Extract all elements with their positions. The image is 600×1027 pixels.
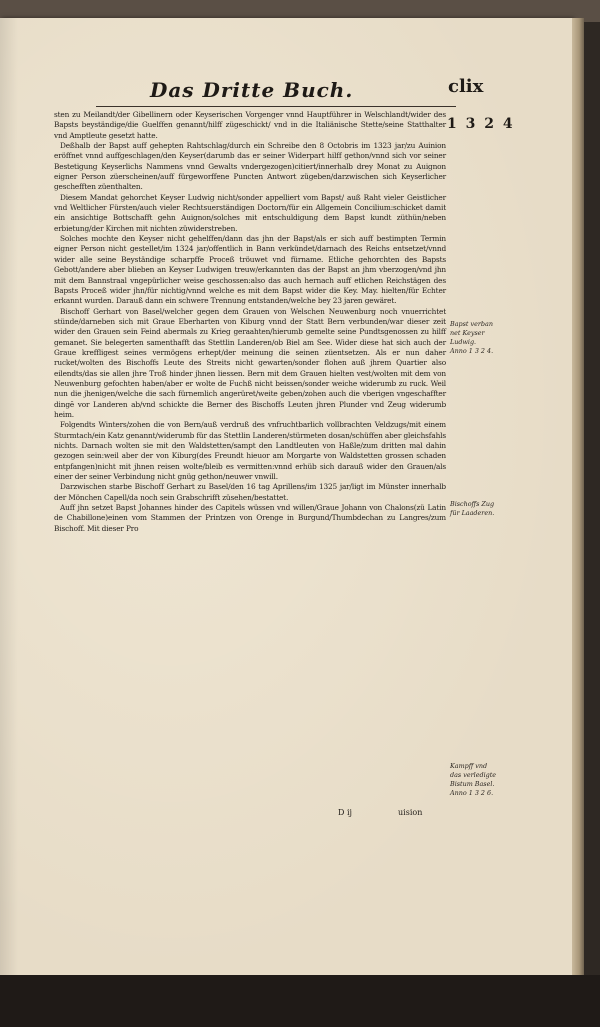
running-title: Das Dritte Buch. xyxy=(150,78,354,102)
margin-note-line: Anno 1 3 2 6. xyxy=(450,789,494,797)
paragraph: Darzwischen starbe Bischoff Gerhart zu Basel/den 16 tag Aprillens/im 1325 jar/ligt im Münster innerhalb der Mönchen Capell/da noch sein Grabschrifft züsehen/bestattet. xyxy=(54,482,446,502)
folio-number: clix xyxy=(448,76,484,97)
margin-note-line: Kampff vnd xyxy=(450,762,488,770)
paragraph: Auff jhn setzet Bapst Johannes hinder des Capitels wüssen vnd willen/Graue Johann von Chalons(zü Latin de Chabillone)einen vom Stammen der Printzen von Orenge in Burgund/Thumbdechan zu Langres/zum Bischoff. Mit dieser Pro xyxy=(54,503,446,533)
page-header xyxy=(96,78,536,112)
margin-note-line: das verledigte xyxy=(450,771,497,779)
margin-note-line: net Keyser xyxy=(450,329,485,337)
paragraph: Bischoff Gerhart von Basel/welcher gegen dem Grauen von Welschen Neuwenburg noch vnuerrichtet stünde/darneben sich mit Graue Eberharten von Kiburg vnnd der Statt Bern verbunden/war dieser zeit wider den Grauen sein Feind abermals zu Krieg geraahten/hierumb gemelte seine Pundtsgenossen zu hilff gemanet. Sie belegerten samenthafft das Stettlin Landeren/ob Biel am See. Wider diese hat sich auch der Graue kreffligest seines vermögens erhept/der meinung die seinen züentsetzen. Als er nun daher rucket/wolten des Bischoffs Leute des Streits nicht gewarten/sonder flohen auß jhrem Quartier also eilendts/das sie allen jhre Troß hinder jhnen liessen. Bern mit dem Grauen hielten vest/wolten mit dem von Neuwenburg gefochten haben/aber er wolte de Fuchß nicht beissen/sonder weiche widerumb zu ruck. Weil nun die jhenigen/welche die sach fürnemlich angerüret/weite geben/zohen auch die vberigen vngeschaffter dingē vor Landeren ab/vnd schickte die Berner des Bischoffs Leuten jhren Plunder vnd Zeug widerumb heim. xyxy=(54,306,446,419)
body-text xyxy=(54,110,446,534)
margin-note-line: Bistum Basel. xyxy=(450,780,495,788)
margin-note xyxy=(450,500,540,518)
paragraph: Solches mochte den Keyser nicht gehelffen/dann das jhn der Bapst/als er sich auff bestimpten Termin eigner Person nicht gestellet/im 1324 jar/offentlich in Bann verkündet/darnach des Reichs entsetzet/vnnd wider alle seine Beyständige scharpffe Proceß tröuwet vnd fürname. Etliche gehorchten des Bapsts Gebott/andere aber blieben an Keyser Ludwigen treuw/erkannten das der Bapst an jhm vberzogen/vnd jhn mit dem Bannstraal vngepürlicher weise geschossen:also das auch hernach auff etlichen Reichstägen des Bapsts Proceß wider jhn/für nichtig/vnnd welche es mit dem Bapst wider die Key. May. hielten/für Echter erkannt wurden. Darauß dann ein schwere Trennung entstanden/welche bey 23 jaren gewäret. xyxy=(54,234,446,306)
margin-year: 1 3 2 4 xyxy=(447,116,515,132)
header-rule xyxy=(96,106,456,107)
paragraph: Diesem Mandat gehorchet Keyser Ludwig nicht/sonder appelliert vom Bapst/ auß Raht vieler Geistlicher vnd Weltlicher Fürsten/auch vieler Rechtsuerständigen Doctorn/für ein Allgemein Concilium:schicket damit ein ansichtige Bottschafft gehn Auignon/solches mit entschuldigung dem Bapst kundt züthün/neben erbietung/der Kirchen mit nichten züwiderstreben. xyxy=(54,192,446,233)
scan-bottom-band xyxy=(0,975,600,1027)
margin-note-line: Bischoffs Zug xyxy=(450,500,495,508)
catchword: uision xyxy=(398,808,423,817)
margin-note-line: Bapst verban xyxy=(450,320,493,328)
signature-mark: D ij xyxy=(338,808,352,817)
paragraph: Deßhalb der Bapst auff gehepten Rahtschlag/durch ein Schreibe den 8 Octobris im 1323 jar/zu Auinion eröffnet vnnd auffgeschlagen/den Keyser(darumb das er seiner Widerpart hilff gethon/vnnd sich vor seiner Bestetigung Keyserlichs Nammens vnnd Gewalts vndergezogen)citiert/innerhalb drey Monat zu Auignon eigner Person züerscheinen/auff fürgeworffene Puncten Antwort zügeben/darzwischen sich Keyserlicher geschefften züenthalten. xyxy=(54,141,446,192)
margin-note xyxy=(450,320,540,356)
page-edge xyxy=(572,18,584,993)
paragraph: sten zu Meilandt/der Gibellinern oder Keyserischen Vorgenger vnnd Hauptführer in Welschlandt/wider des Bapsts beyständige/die Guelffen genannt/hilff zügeschickt/ vnd in die Italiänische Stette/seine Statthalter vnd Amptleute gesetzt hatte. xyxy=(54,110,446,140)
margin-note-line: für Laaderen. xyxy=(450,509,495,517)
margin-note xyxy=(450,762,540,798)
margin-note-line: Ludwig. xyxy=(450,338,477,346)
paragraph: Folgendts Winters/zohen die von Bern/auß verdruß des vnfruchtbarlich vollbrachten Veldzugs/mit einem Sturmtach/ein Katz genannt/widerumb für das Stettlin Landeren/stürmeten dosan/schüffen aber gleichsfahls nichts. Darnach wolten sie mit den Waldstetten/sampt den Landtleuten von Haßle/zum dritten mal dahin gezogen sein:weil aber der von Kiburg(des Freundt hieuor am Morgarte von Waldstetten grossen schaden entpfangen)nicht mit jhnen reisen wolte/bleib es vermitten:vnnd erhüb sich darauß wider den Grauen/als einer der seiner Verbindung nicht gnüg gethon/neuwer vnwill. xyxy=(54,420,446,482)
margin-note-line: Anno 1 3 2 4. xyxy=(450,347,494,355)
